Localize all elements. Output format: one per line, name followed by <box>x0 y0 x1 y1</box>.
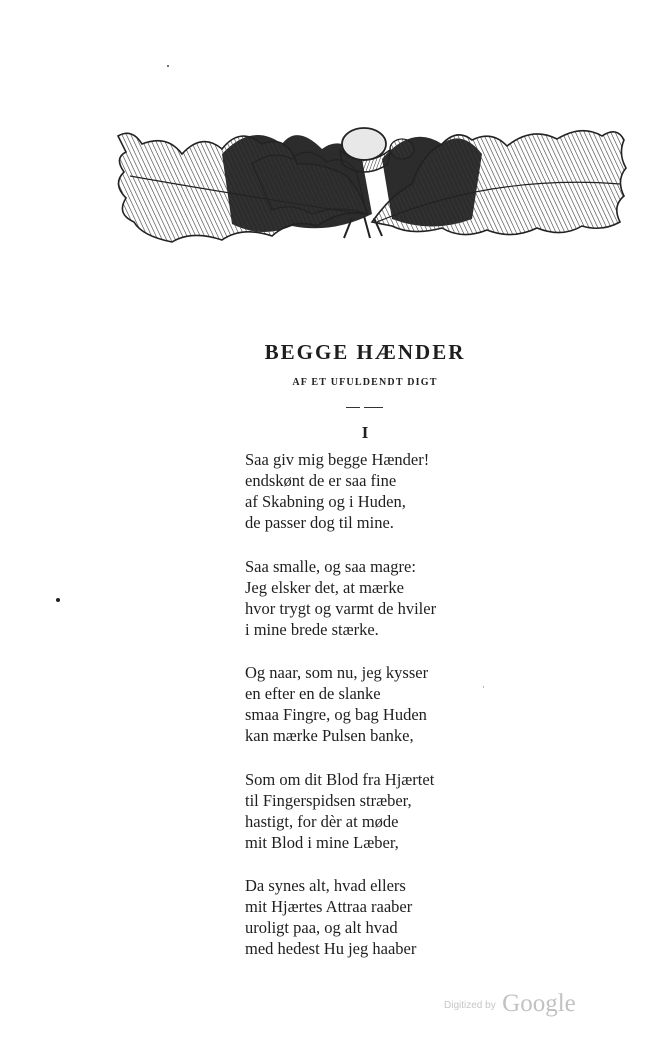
verse-line: kan mærke Pulsen banke, <box>245 726 414 745</box>
verse-line: Saa giv mig begge Hænder! <box>245 450 430 469</box>
verse-line: Jeg elsker det, at mærke <box>245 577 404 597</box>
verse-line: mit Blod i mine Læber, <box>245 832 399 852</box>
verse-line: til Fingerspidsen stræber, <box>245 790 412 810</box>
stanza <box>245 662 505 746</box>
stanza <box>245 556 505 640</box>
verse-line: hvor trygt og varmt de hviler <box>245 598 437 618</box>
verse-line: Og naar, som nu, jeg kysser <box>245 663 429 682</box>
verse-line: af Skabning og i Huden, <box>245 492 406 511</box>
title-divider <box>346 407 360 408</box>
verse-line: med hedest Hu jeg haaber <box>245 939 417 958</box>
poem-subtitle: AF ET UFULDENDT DIGT <box>292 377 438 388</box>
verse-line: mit Hjærtes Attraa raaber <box>245 897 413 916</box>
google-logo-text: Google <box>502 990 576 1017</box>
print-speck <box>167 65 169 67</box>
stanza <box>245 449 505 533</box>
verse-line: Som om dit Blod fra Hjærtet <box>245 769 435 789</box>
watermark-prefix: Digitized by <box>444 1000 496 1011</box>
verse-line: en efter en de slanke <box>245 684 381 703</box>
oak-leaf-ornament-icon <box>112 114 628 252</box>
verse-line: endskønt de er saa fine <box>245 471 397 490</box>
poem-body <box>245 449 505 982</box>
verse-line: uroligt paa, og alt hvad <box>245 918 398 937</box>
verse-line: Da synes alt, hvad ellers <box>245 876 406 895</box>
verse-line: hastigt, for dèr at møde <box>245 811 399 831</box>
verse-line: i mine brede stærke. <box>245 619 379 639</box>
title-divider <box>364 407 383 408</box>
print-speck <box>56 598 60 602</box>
verse-line: de passer dog til mine. <box>245 513 394 532</box>
verse-line: Saa smalle, og saa magre: <box>245 556 416 576</box>
stanza <box>245 875 505 959</box>
verse-line: smaa Fingre, og bag Huden <box>245 705 427 724</box>
poem-title: BEGGE HÆNDER <box>264 340 466 364</box>
section-number: I <box>361 423 369 442</box>
stanza <box>245 769 505 853</box>
digitized-watermark <box>444 990 576 1018</box>
